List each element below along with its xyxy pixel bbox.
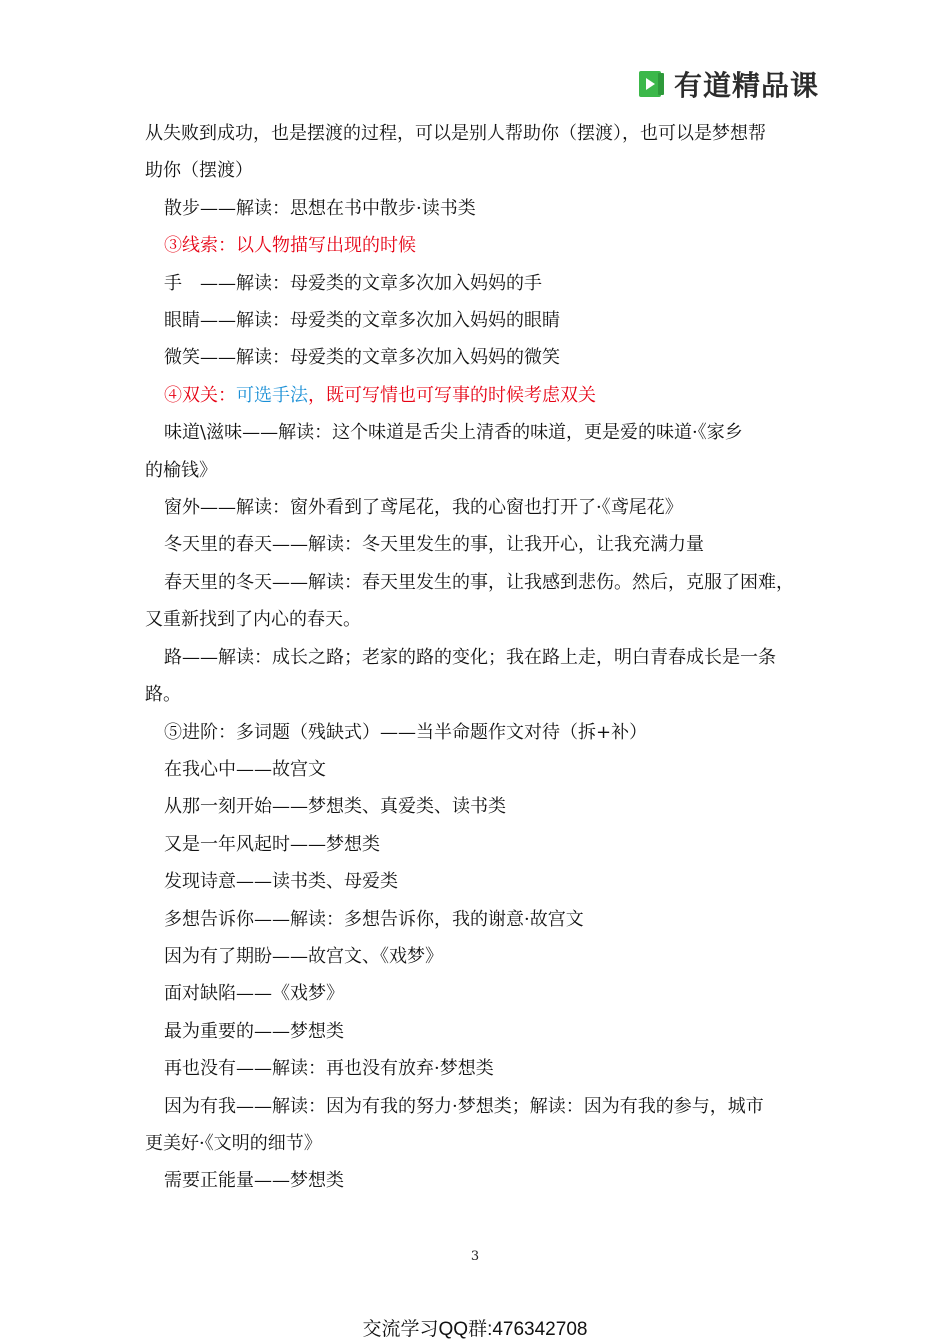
paragraph-line: 路——解读：成长之路；老家的路的变化；我在路上走，明白青春成长是一条	[164, 646, 776, 668]
brand-logo	[638, 66, 819, 102]
paragraph-line: 路。	[145, 684, 181, 706]
paragraph-line: 从失败到成功，也是摆渡的过程，可以是别人帮助你（摆渡），也可以是梦想帮	[145, 123, 766, 144]
paragraph-line: 更美好·《文明的细节》	[145, 1132, 322, 1154]
paragraph-line: 因为有我——解读：因为有我的努力·梦想类；解读：因为有我的参与，城市	[164, 1095, 764, 1117]
paragraph-line: 味道\滋味——解读：这个味道是舌尖上清香的味道，更是爱的味道·《家乡	[164, 422, 743, 444]
paragraph-line: 又是一年风起时——梦想类	[164, 833, 380, 855]
paragraph-line: 从那一刻开始——梦想类、真爱类、读书类	[164, 796, 506, 818]
heading-part: ，既可写情也可写事的时候考虑双关	[308, 384, 596, 406]
paragraph-line: 微笑——解读：母爱类的文章多次加入妈妈的微笑	[164, 347, 560, 369]
paragraph-line: 春天里的冬天——解读：春天里发生的事，让我感到悲伤。然后，克服了困难，	[164, 571, 794, 593]
footer-qq-group: 交流学习QQ群:476342708	[362, 1319, 588, 1340]
section-heading-advanced: ⑤进阶：多词题（残缺式）——当半命题作文对待（拆+补）	[164, 721, 648, 743]
paragraph-line: 发现诗意——读书类、母爱类	[164, 871, 398, 893]
play-book-icon	[638, 69, 666, 99]
heading-part: ④双关：	[164, 384, 236, 406]
section-heading-clue: ③线索：以人物描写出现的时候	[164, 235, 416, 257]
document-body	[145, 115, 810, 1200]
paragraph-line: 在我心中——故宫文	[164, 758, 326, 780]
paragraph-line: 需要正能量——梦想类	[164, 1170, 344, 1192]
page-number: 3	[470, 1249, 480, 1264]
paragraph-line: 窗外——解读：窗外看到了鸢尾花，我的心窗也打开了·《鸢尾花》	[164, 497, 683, 519]
paragraph-line: 又重新找到了内心的春天。	[145, 609, 361, 631]
paragraph-line: 眼睛——解读：母爱类的文章多次加入妈妈的眼睛	[164, 310, 560, 332]
section-heading-pun	[145, 377, 810, 414]
paragraph-line: 面对缺陷——《戏梦》	[164, 983, 344, 1005]
paragraph-line: 最为重要的——梦想类	[164, 1020, 344, 1042]
paragraph-line: 手 ——解读：母爱类的文章多次加入妈妈的手	[164, 272, 542, 294]
paragraph-line: 散步——解读：思想在书中散步·读书类	[164, 197, 476, 219]
paragraph-line: 的榆钱》	[145, 459, 217, 481]
heading-part: 可选手法	[236, 384, 308, 406]
paragraph-line: 冬天里的春天——解读：冬天里发生的事，让我开心，让我充满力量	[164, 534, 704, 556]
paragraph-line: 因为有了期盼——故宫文、《戏梦》	[164, 945, 443, 967]
brand-name: 有道精品课	[674, 69, 820, 102]
paragraph-line: 再也没有——解读：再也没有放弃·梦想类	[164, 1058, 494, 1080]
paragraph-line: 助你（摆渡）	[145, 160, 253, 182]
paragraph-line: 多想告诉你——解读：多想告诉你，我的谢意·故宫文	[164, 908, 584, 930]
